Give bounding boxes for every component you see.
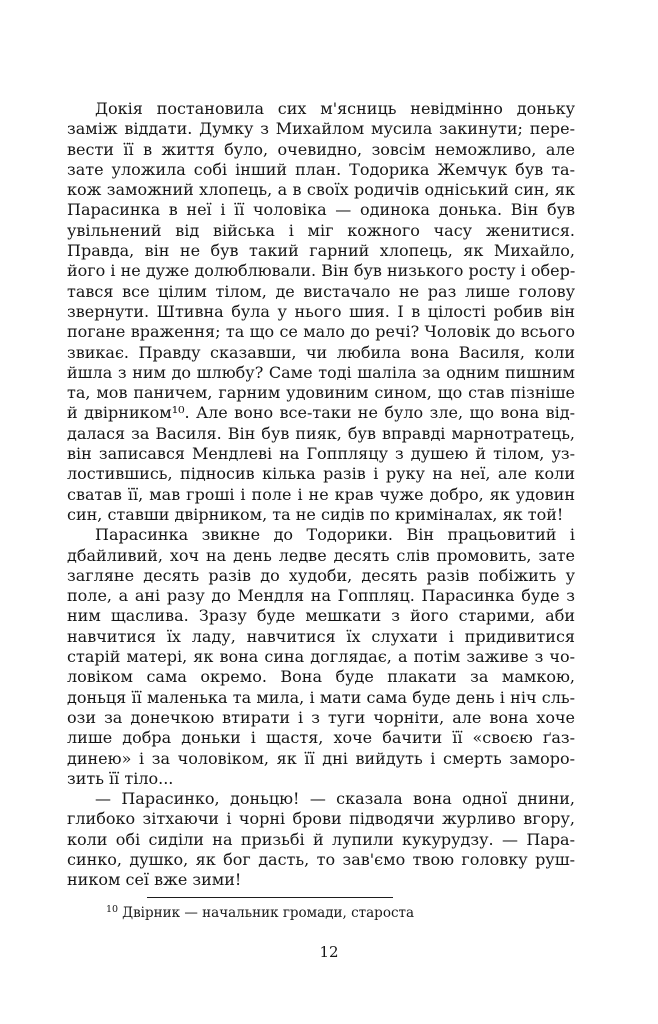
text-line: далася за Василя. Він був пияк, був вправді марнотратець, bbox=[67, 423, 575, 443]
footnote bbox=[106, 905, 576, 922]
text-line: син, ставши двірником, та не сидів по криміналах, як той! bbox=[67, 504, 564, 524]
text-line: тався все цілим тілом, де вистачало не раз лише голову bbox=[67, 281, 575, 301]
paragraph bbox=[67, 789, 575, 890]
text-line: ним щаслива. Зразу буде мешкати з його старими, аби bbox=[67, 606, 575, 626]
text-line: звернути. Штивна була у нього шия. І в цілості робив він bbox=[67, 301, 575, 321]
text-line: й двірником¹⁰. Але воно все-таки не було зле, що вона від- bbox=[67, 403, 575, 423]
text-line: лише добра доньки і щастя, хоче бачити її «своєю ґаз- bbox=[67, 728, 575, 748]
text-line: він записався Мендлеві на Гоппляцу з душею й тілом, уз- bbox=[67, 444, 575, 464]
text-line: ником сеї вже зими! bbox=[67, 870, 242, 890]
text-line: вести її в життя було, очевидно, зовсім неможливо, але bbox=[67, 139, 575, 159]
text-line: коли обі сиділи на призьбі й лупили кукурудзу. — Пара- bbox=[67, 829, 575, 849]
text-line: його і не дуже долюблювали. Він був низького росту і обер- bbox=[67, 261, 576, 281]
text-line: динею» і за чоловіком, як її дні вийдуть і смерть заморо- bbox=[67, 748, 575, 768]
text-line: зате уложила собі інший план. Тодорика Жемчук був та- bbox=[67, 159, 575, 179]
footnote-marker: 10 bbox=[106, 903, 119, 915]
text-line: дбайливий, хоч на день ледве десять слів промовить, зате bbox=[67, 545, 575, 565]
text-line: глибоко зітхаючи і чорні брови підводячи журливо вгору, bbox=[67, 809, 575, 829]
text-line: лостившись, підносив кілька разів і руку на неї, але коли bbox=[67, 464, 575, 484]
text-block bbox=[67, 99, 575, 891]
text-line: ловіком сама окремо. Вона буде плакати за мамкою, bbox=[67, 667, 575, 687]
text-line: зить її тіло... bbox=[67, 768, 174, 788]
page-number: 12 bbox=[319, 943, 339, 961]
text-line: сватав її, мав гроші і поле і не крав чуже добро, як удовин bbox=[67, 484, 575, 504]
paragraph bbox=[67, 525, 575, 789]
text-line: йшла з ним до шлюбу? Саме тоді шаліла за одним пишним bbox=[67, 362, 575, 382]
text-line: Парасинка в неї і її чоловіка — одинока донька. Він був bbox=[67, 200, 575, 220]
text-line: Правда, він не був такий гарний хлопець, як Михайло, bbox=[67, 241, 575, 261]
text-line: кож заможний хлопець, а в своїх родичів одніський син, як bbox=[67, 180, 575, 200]
text-line: заміж віддати. Думку з Михайлом мусила закинути; пере- bbox=[67, 119, 575, 139]
footnote-text: Двірник — начальник громади, староста bbox=[122, 905, 415, 921]
text-line: звикає. Правду сказавши, чи любила вона Василя, коли bbox=[67, 342, 575, 362]
text-line: — Парасинко, доньцю! — сказала вона одної днини, bbox=[95, 789, 575, 809]
text-line: ози за донечкою втирати і з туги чорніти, але вона хоче bbox=[67, 707, 575, 727]
text-line: Докія постановила сих м'ясниць невідмінно доньку bbox=[95, 99, 575, 118]
text-line: погане враження; та що се мало до речі? Чоловік до всього bbox=[67, 322, 575, 342]
text-line: поле, а ані разу до Мендля на Гоппляц. Парасинка буде з bbox=[67, 586, 575, 606]
text-line: Парасинка звикне до Тодорики. Він працьовитий і bbox=[95, 525, 575, 545]
text-line: та, мов паничем, гарним удовиним сином, що став пізніше bbox=[67, 383, 575, 403]
footnote-divider bbox=[147, 897, 393, 898]
text-line: навчитися їх ладу, навчитися їх слухати і придивитися bbox=[67, 626, 575, 646]
text-line: синко, душко, як бог дасть, то зав'ємо твою головку руш- bbox=[67, 849, 575, 869]
text-line: доньця її маленька та мила, і мати сама буде день і ніч сль- bbox=[67, 687, 575, 707]
text-line: старій матері, як вона сина доглядає, а потім заживе з чо- bbox=[67, 647, 575, 667]
text-line: увільнений від війська і міг кожного часу женитися. bbox=[67, 220, 575, 240]
text-line: загляне десять разів до худоби, десять разів побіжить у bbox=[67, 565, 575, 585]
paragraph bbox=[67, 99, 575, 525]
